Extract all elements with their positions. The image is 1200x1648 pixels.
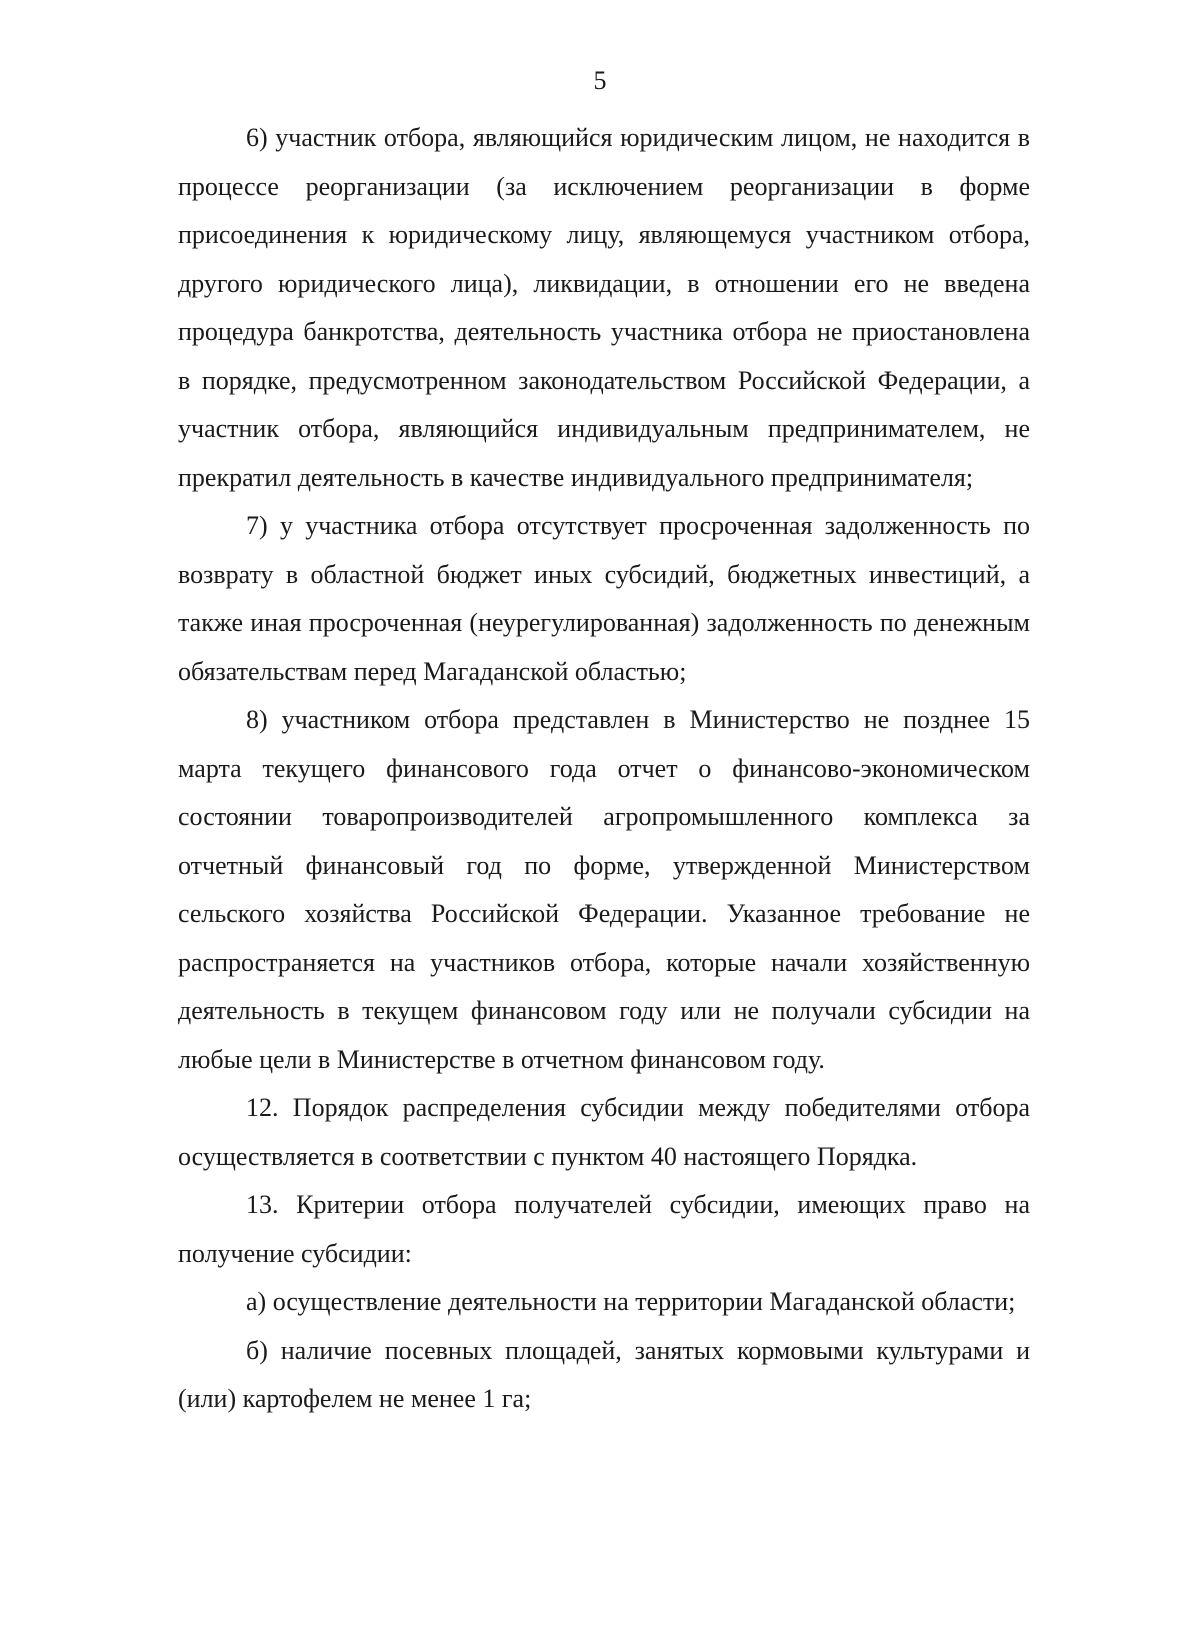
paragraph-item-7: 7) у участника отбора отсутствует просроченная задолженность по возврату в областной бюджет иных субсидий, бюджетных инвестиций, а также иная просроченная (неурегулированная) задолженность по денежным обязательствам перед Магаданской областью; [178,511,1030,686]
paragraph-item-8: 8) участником отбора представлен в Министерство не позднее 15 марта текущего финансового года отчет о финансово-экономическом состоянии товаропроизводителей агропромышленного комплекса за отчетный финансовый год по форме, утвержденной Министерством сельского хозяйства Российской Федерации. Указанное требование не распространяется на участников отбора, которые начали хозяйственную деятельность в текущем финансовом году или не получали субсидии на любые цели в Министерстве в отчетном финансовом году. [178,705,1030,1074]
paragraph-clause-12: 12. Порядок распределения субсидии между победителями отбора осуществляется в соответствии с пунктом 40 настоящего Порядка. [178,1093,1030,1171]
page-number: 5 [593,66,607,95]
paragraph-criterion-b: б) наличие посевных площадей, занятых кормовыми культурами и (или) картофелем не менее 1 га; [178,1335,1030,1413]
document-body [178,114,1030,1424]
paragraph-clause-13: 13. Критерии отбора получателей субсидии, имеющих право на получение субсидии: [178,1190,1030,1268]
paragraph-item-6: 6) участник отбора, являющийся юридическим лицом, не находится в процессе реорганизации (за исключением реорганизации в форме присоединения к юридическому лицу, являющемуся участником отбора, другого юридического лица), ликвидации, в отношении его не введена процедура банкротства, деятельность участника отбора не приостановлена в порядке, предусмотренном законодательством Российской Федерации, а участник отбора, являющийся индивидуальным предпринимателем, не прекратил деятельность в качестве индивидуального предпринимателя; [178,123,1030,492]
paragraph-criterion-a: а) осуществление деятельности на территории Магаданской области; [246,1287,1016,1316]
